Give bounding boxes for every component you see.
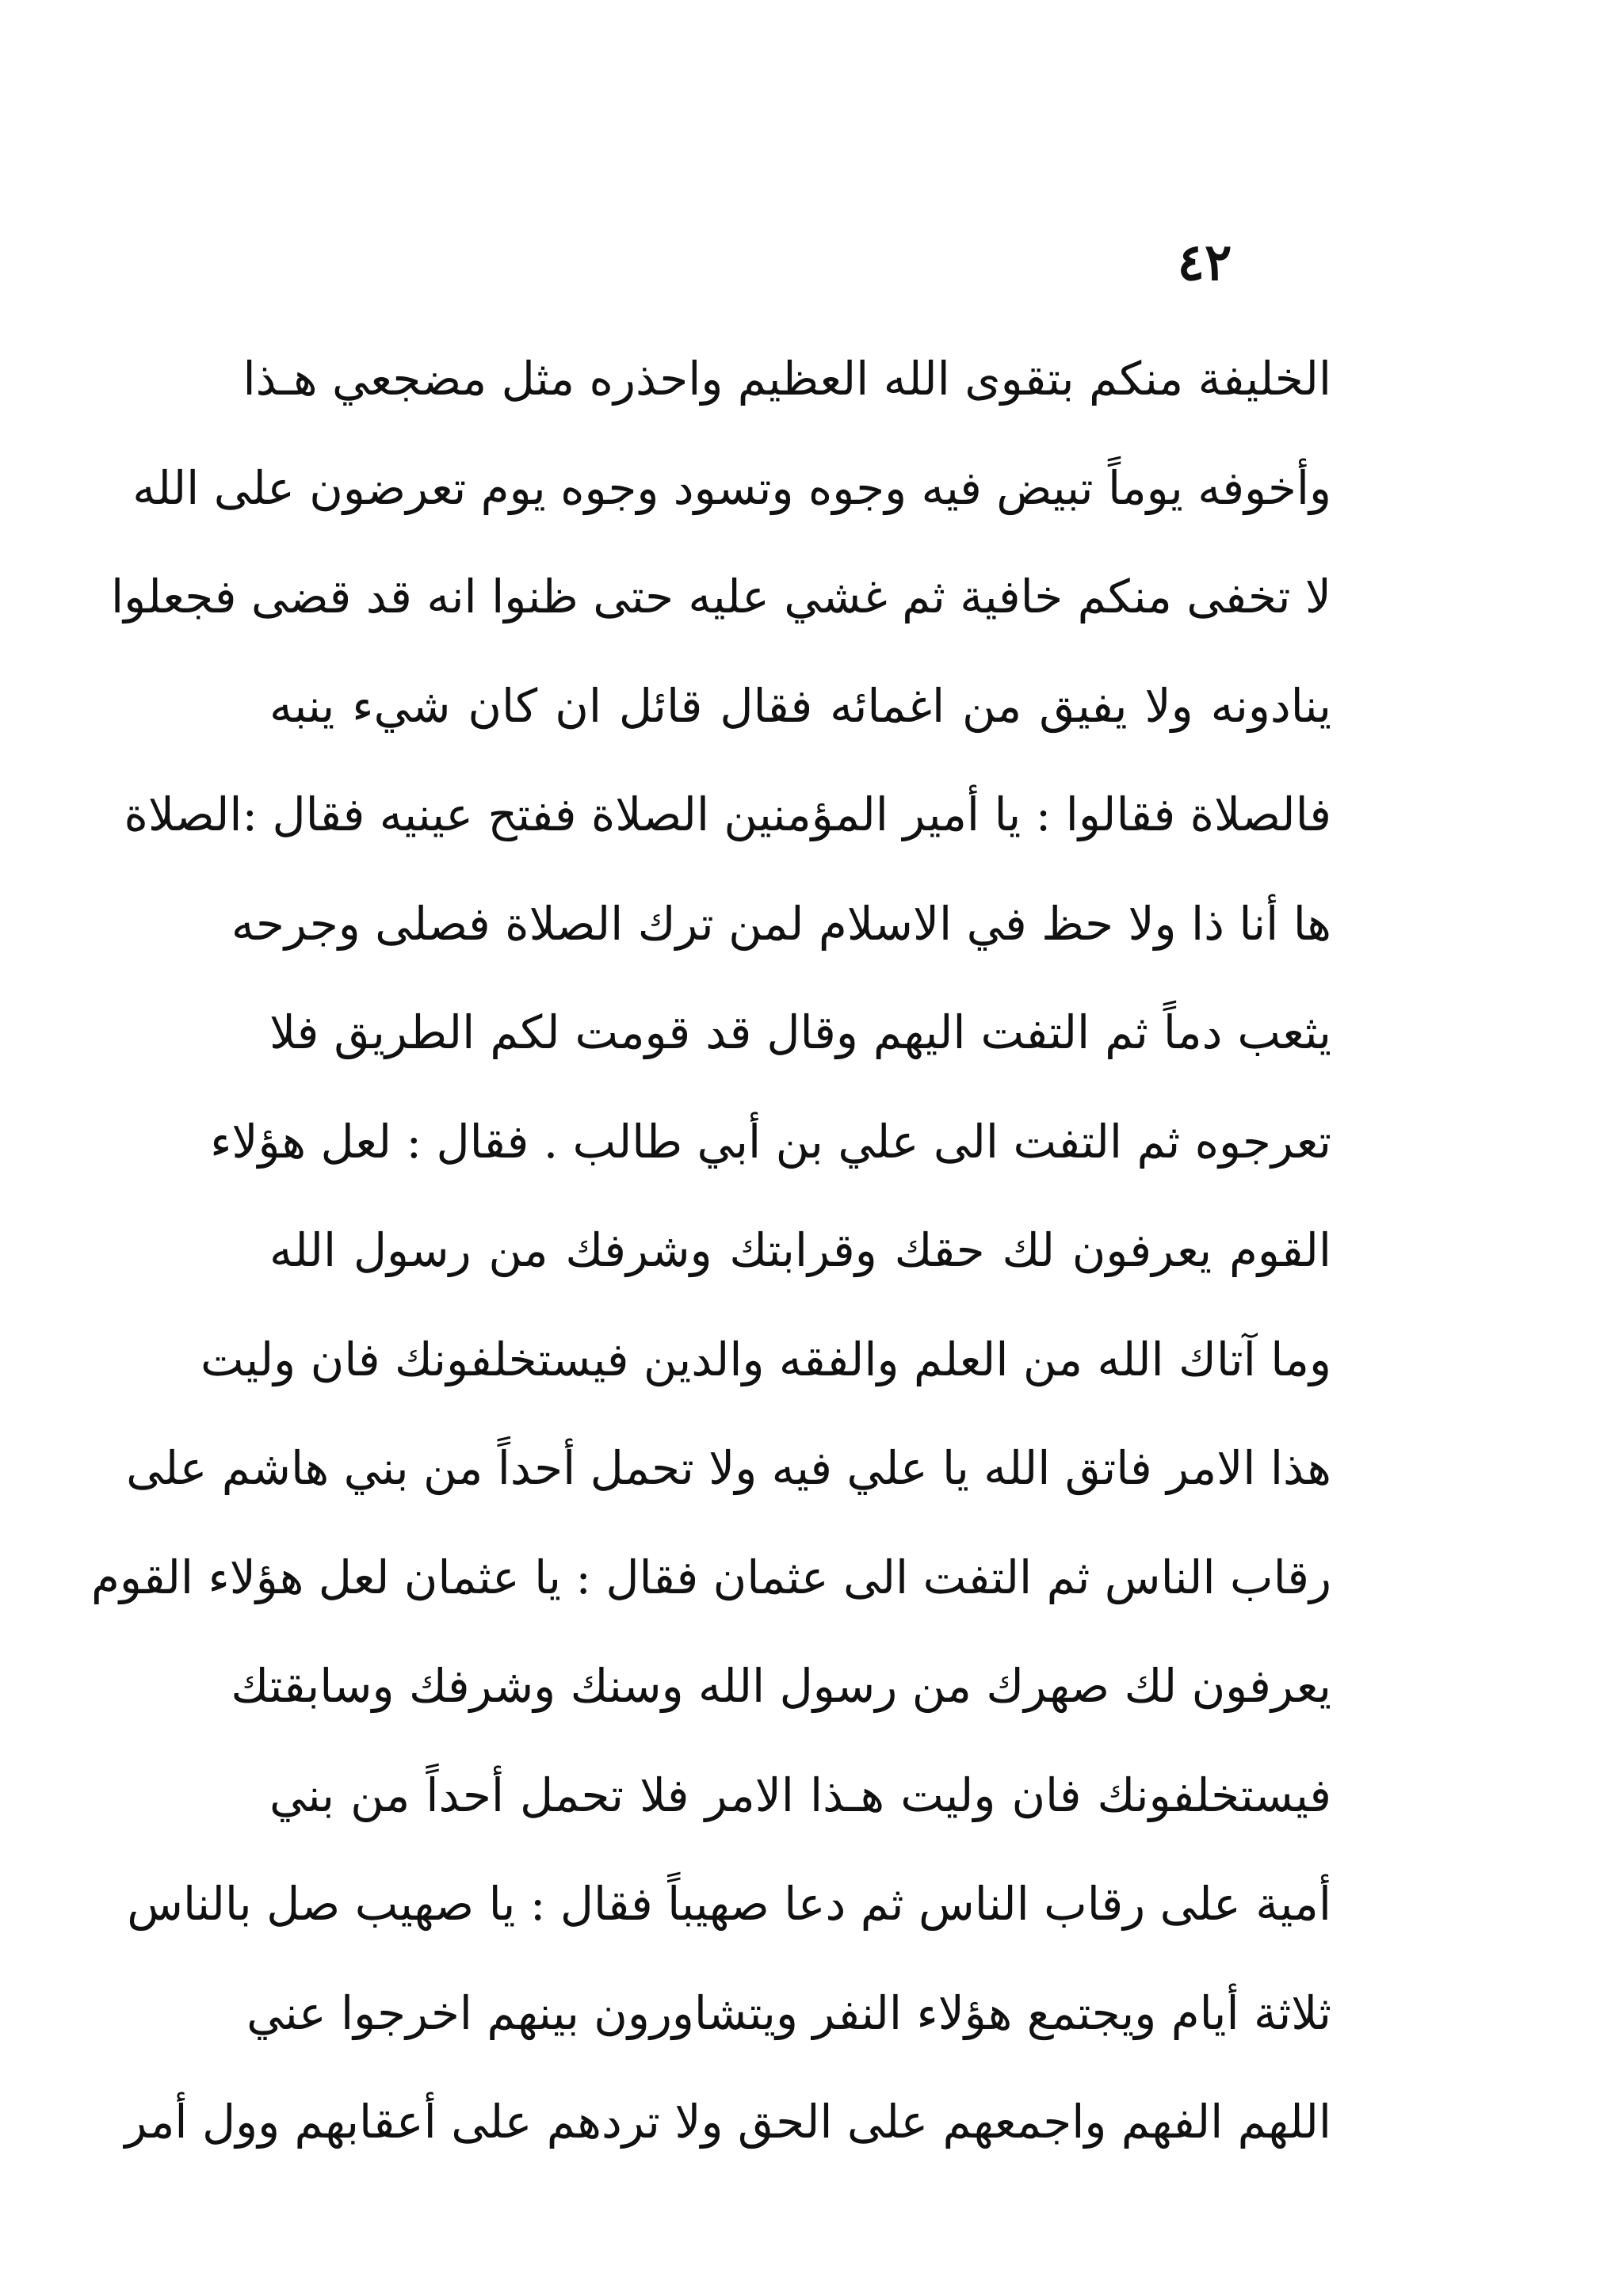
text-line: ينادونه ولا يفيق من اغمائه فقال قائل ان كان شيء ينبه: [269, 678, 1331, 733]
text-line: رقاب الناس ثم التفت الى عثمان فقال : يا عثمان لعل هؤلاء القوم: [91, 1550, 1331, 1604]
text-line: فالصلاة فقالوا : يا أمير المؤمنين الصلاة ففتح عينيه فقال :الصلاة: [124, 788, 1331, 841]
text-line: الخليفة منكم بتقوى الله العظيم واحذره مثل مضجعي هـذا: [242, 352, 1331, 406]
page-number: ٤٢: [1177, 233, 1232, 292]
text-line: فيستخلفونك فان وليت هـذا الامر فلا تحمل أحداً من بني: [269, 1768, 1331, 1822]
text-line: يثعب دماً ثم التفت اليهم وقال قد قومت لكم الطريق فلا: [269, 1005, 1331, 1059]
body-text: [91, 325, 1331, 2177]
text-line: لا تخفى منكم خافية ثم غشي عليه حتى ظنوا انه قد قضى فجعلوا: [111, 570, 1331, 624]
text-line: القوم يعرفون لك حقك وقرابتك وشرفك من رسول الله: [269, 1223, 1331, 1277]
text-line: ها أنا ذا ولا حظ في الاسلام لمن ترك الصلاة فصلى وجرحه: [231, 896, 1331, 951]
text-line: ثلاثة أيام ويجتمع هؤلاء النفر ويتشاورون بينهم اخرجوا عني: [246, 1985, 1331, 2040]
text-line: وأخوفه يوماً تبيض فيه وجوه وتسود وجوه يوم تعرضون على الله: [132, 460, 1331, 515]
text-line: يعرفون لك صهرك من رسول الله وسنك وشرفك وسابقتك: [231, 1659, 1331, 1713]
text-line: وما آتاك الله من العلم والفقه والدين فيستخلفونك فان وليت: [200, 1332, 1331, 1386]
text-line: أمية على رقاب الناس ثم دعا صهيباً فقال : يا صهيب صل بالناس: [127, 1877, 1331, 1931]
text-line: هذا الامر فاتق الله يا علي فيه ولا تحمل أحداً من بني هاشم على: [126, 1441, 1331, 1495]
text-line: تعرجوه ثم التفت الى علي بن أبي طالب . فقال : لعل هؤلاء: [210, 1114, 1331, 1169]
text-line: اللهم الفهم واجمعهم على الحق ولا تردهم على أعقابهم وول أمر: [124, 2095, 1331, 2149]
